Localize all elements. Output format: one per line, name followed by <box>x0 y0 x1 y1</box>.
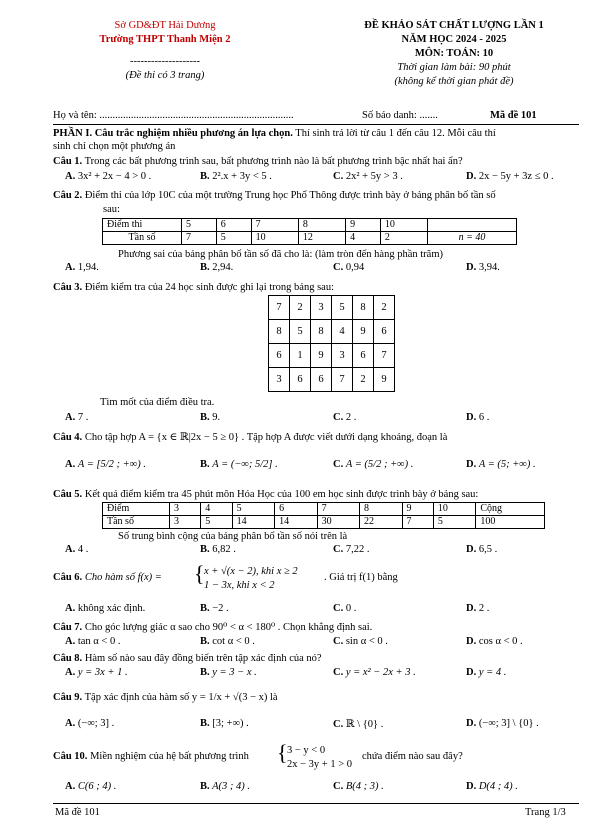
q6-case1: x + √(x − 2), khi x ≥ 2 <box>204 566 298 577</box>
q7-label: Câu 7. <box>53 622 83 633</box>
q8-option-b: B. y = 3 − x . <box>200 667 257 678</box>
page-count: (Đề thi có 3 trang) <box>125 70 205 81</box>
part1-desc: Thí sinh trả lời từ câu 1 đến câu 12. Mỗi câu thí <box>292 128 496 139</box>
q5-label: Câu 5. <box>53 489 83 500</box>
q3-option-a: A. 7 . <box>65 412 89 423</box>
q9-option-b: B. [3; +∞) . <box>200 718 249 729</box>
q10-label: Câu 10. <box>53 751 88 762</box>
q2-after: Phương sai của bảng phân bố tần số đã cho là: (làm tròn đến hàng phần trăm) <box>118 249 443 260</box>
q6-option-c: C. 0 . <box>333 603 357 614</box>
name-field: Họ và tên: .......................................................................... <box>53 110 294 121</box>
school-name: Trường THPT Thanh Miện 2 <box>99 34 231 45</box>
exam-time: Thời gian làm bài: 90 phút <box>397 62 511 73</box>
q5-option-c: C. 7,22 . <box>333 544 370 555</box>
sbd-field: Số báo danh: ....... <box>362 110 438 121</box>
q9-label: Câu 9. <box>53 692 83 703</box>
q5-after: Số trung bình cộng của bảng phân bố tần số nói trên là <box>118 531 348 542</box>
q3-option-d: D. 6 . <box>466 412 490 423</box>
q5-text: Kết quả điểm kiểm tra 45 phút môn Hóa Học của 100 em học sinh được trình bày ở bảng sau: <box>82 489 479 500</box>
q10-case1: 3 − y < 0 <box>287 745 326 756</box>
question-1 <box>53 155 463 168</box>
question-5 <box>53 488 478 501</box>
q6-option-a: A. không xác định. <box>65 603 146 614</box>
subject: MÔN: TOÁN: 10 <box>414 48 494 59</box>
table-row: 8 5 8 4 9 6 <box>269 320 395 344</box>
q6-option-d: D. 2 . <box>466 603 490 614</box>
q6-label: Câu 6. <box>53 572 83 583</box>
q9-text: Tập xác định của hàm số y = 1/x + √(3 − x) là <box>82 692 278 703</box>
q1-option-c: C. 2x² + 5y > 3 . <box>333 171 403 182</box>
q10-option-b: B. A(3 ; 4) . <box>200 781 250 792</box>
q6-pre: Cho hàm số f(x) = <box>82 572 162 583</box>
q2-option-b: B. 2,94. <box>200 262 234 273</box>
q10-option-a: A. C(6 ; 4) . <box>65 781 117 792</box>
question-4 <box>53 431 447 444</box>
q1-option-b: B. 2².x + 3y < 5 . <box>200 171 272 182</box>
table-row: Điểm thi 5 6 7 8 9 10 <box>103 219 517 232</box>
dept-name: Sở GD&ĐT Hải Dương <box>114 20 216 31</box>
q8-text: Hàm số nào sau đây đồng biến trên tập xác định của nó? <box>82 653 322 664</box>
q5-option-a: A. 4 . <box>65 544 89 555</box>
q6-brace: { <box>194 561 205 586</box>
q10-cases <box>287 744 352 772</box>
school-year: NĂM HỌC 2024 - 2025 <box>401 34 507 45</box>
q7-option-a: A. tan α < 0 . <box>65 636 121 647</box>
q3-text: Điểm kiểm tra của 24 học sinh được ghi lại trong bảng sau: <box>82 282 334 293</box>
q4-label: Câu 4. <box>53 432 83 443</box>
header-divider <box>53 124 579 125</box>
q2-text: Điểm thi của lớp 10C của một trường Trung học Phổ Thông được trình bày ở bảng phân bố tần số <box>82 190 496 201</box>
question-8 <box>53 652 322 665</box>
question-2 <box>53 189 496 202</box>
q4-text: Cho tập hợp A = {x ∈ ℝ|2x − 5 ≥ 0} . Tập hợp A được viết dưới dạng khoảng, đoạn là <box>82 432 448 443</box>
q10-post: chứa điểm nào sau đây? <box>362 751 463 762</box>
q3-label: Câu 3. <box>53 282 83 293</box>
q10-brace: { <box>277 740 288 765</box>
footer-code: Mã đề 101 <box>55 807 100 818</box>
q1-option-d: D. 2x − 5y + 3z ≤ 0 . <box>466 171 554 182</box>
q7-option-c: C. sin α < 0 . <box>333 636 388 647</box>
question-9 <box>53 692 278 703</box>
exam-code: Mã đề 101 <box>490 110 537 121</box>
q6-post: . Giá trị f(1) bằng <box>324 572 398 583</box>
table-row: Tần số 3 5 14 14 30 22 7 5 100 <box>103 516 545 529</box>
q4-option-c: C. A = (5/2 ; +∞) . <box>333 459 414 470</box>
exam-title: ĐỀ KHẢO SÁT CHẤT LƯỢNG LẦN 1 <box>364 20 544 31</box>
q7-text: Cho góc lượng giác α sao cho 90⁰ < α < 180⁰ . Chọn khẳng định sai. <box>82 622 373 633</box>
q6-case2: 1 − 3x, khi x < 2 <box>204 580 275 591</box>
q3-option-b: B. 9. <box>200 412 221 423</box>
q5-frequency-table <box>102 502 545 529</box>
q6-cases <box>204 565 298 593</box>
q10-option-d: D. D(4 ; 4) . <box>466 781 518 792</box>
q1-option-a: A. 3x² + 2x − 4 > 0 . <box>65 171 152 182</box>
q2-option-a: A. 1,94. <box>65 262 99 273</box>
table-row: 3 6 6 7 2 9 <box>269 368 395 392</box>
q7-option-b: B. cot α < 0 . <box>200 636 255 647</box>
q10-case2: 2x − 3y + 1 > 0 <box>287 759 353 770</box>
q8-option-c: C. y = x² − 2x + 3 . <box>333 667 416 678</box>
q3-after: Tìm mốt của điểm điều tra. <box>100 397 215 408</box>
q9-option-d: D. (−∞; 3] \ {0} . <box>466 718 539 729</box>
q1-text: Trong các bất phương trình sau, bất phương trình nào là bất phương trình bậc nhất hai ẩn? <box>82 156 463 167</box>
q8-label: Câu 8. <box>53 653 83 664</box>
q3-option-c: C. 2 . <box>333 412 357 423</box>
table-row: 6 1 9 3 6 7 <box>269 344 395 368</box>
part1-desc2: sinh chỉ chọn một phương án <box>53 141 176 152</box>
header-dashes: -------------------- <box>130 56 200 67</box>
q2-text2: sau: <box>103 204 120 215</box>
table-row: Tần số 7 5 10 12 4 2 n = 40 <box>103 232 517 245</box>
q3-score-grid <box>268 295 395 392</box>
q9-option-c: C. ℝ \ {0} . <box>333 719 384 730</box>
q2-frequency-table <box>102 218 517 245</box>
q8-option-d: D. y = 4 . <box>466 667 507 678</box>
table-row: Điểm 3 4 5 6 7 8 9 10 Cộng <box>103 503 545 516</box>
q2-option-c: C. 0,94 <box>333 262 365 273</box>
q4-option-b: B. A = (−∞; 5/2] . <box>200 459 278 470</box>
footer-page: Trang 1/3 <box>525 807 566 818</box>
q4-option-d: D. A = (5; +∞) . <box>466 459 536 470</box>
q5-option-d: D. 6,5 . <box>466 544 498 555</box>
question-7 <box>53 621 372 634</box>
q2-option-d: D. 3,94. <box>466 262 500 273</box>
question-3 <box>53 281 334 294</box>
footer-divider <box>53 803 579 804</box>
part1-intro <box>53 127 496 140</box>
question-6 <box>53 572 162 583</box>
header-right <box>330 19 578 89</box>
table-row: 7 2 3 5 8 2 <box>269 296 395 320</box>
q1-label: Câu 1. <box>53 156 83 167</box>
q4-option-a: A. A = [5/2 ; +∞) . <box>65 459 146 470</box>
exam-time-note: (không kể thời gian phát đề) <box>394 76 514 87</box>
header-left <box>60 19 270 83</box>
question-10 <box>53 751 249 762</box>
q7-option-d: D. cos α < 0 . <box>466 636 523 647</box>
q2-label: Câu 2. <box>53 190 83 201</box>
q6-option-b: B. −2 . <box>200 603 229 614</box>
q10-pre: Miền nghiệm của hệ bất phương trình <box>87 751 249 762</box>
q9-option-a: A. (−∞; 3] . <box>65 718 115 729</box>
q5-option-b: B. 6,82 . <box>200 544 236 555</box>
part1-title: PHẦN I. Câu trắc nghiệm nhiều phương án lựa chọn. <box>53 128 293 139</box>
q8-option-a: A. y = 3x + 1 . <box>65 667 128 678</box>
q10-option-c: C. B(4 ; 3) . <box>333 781 384 792</box>
